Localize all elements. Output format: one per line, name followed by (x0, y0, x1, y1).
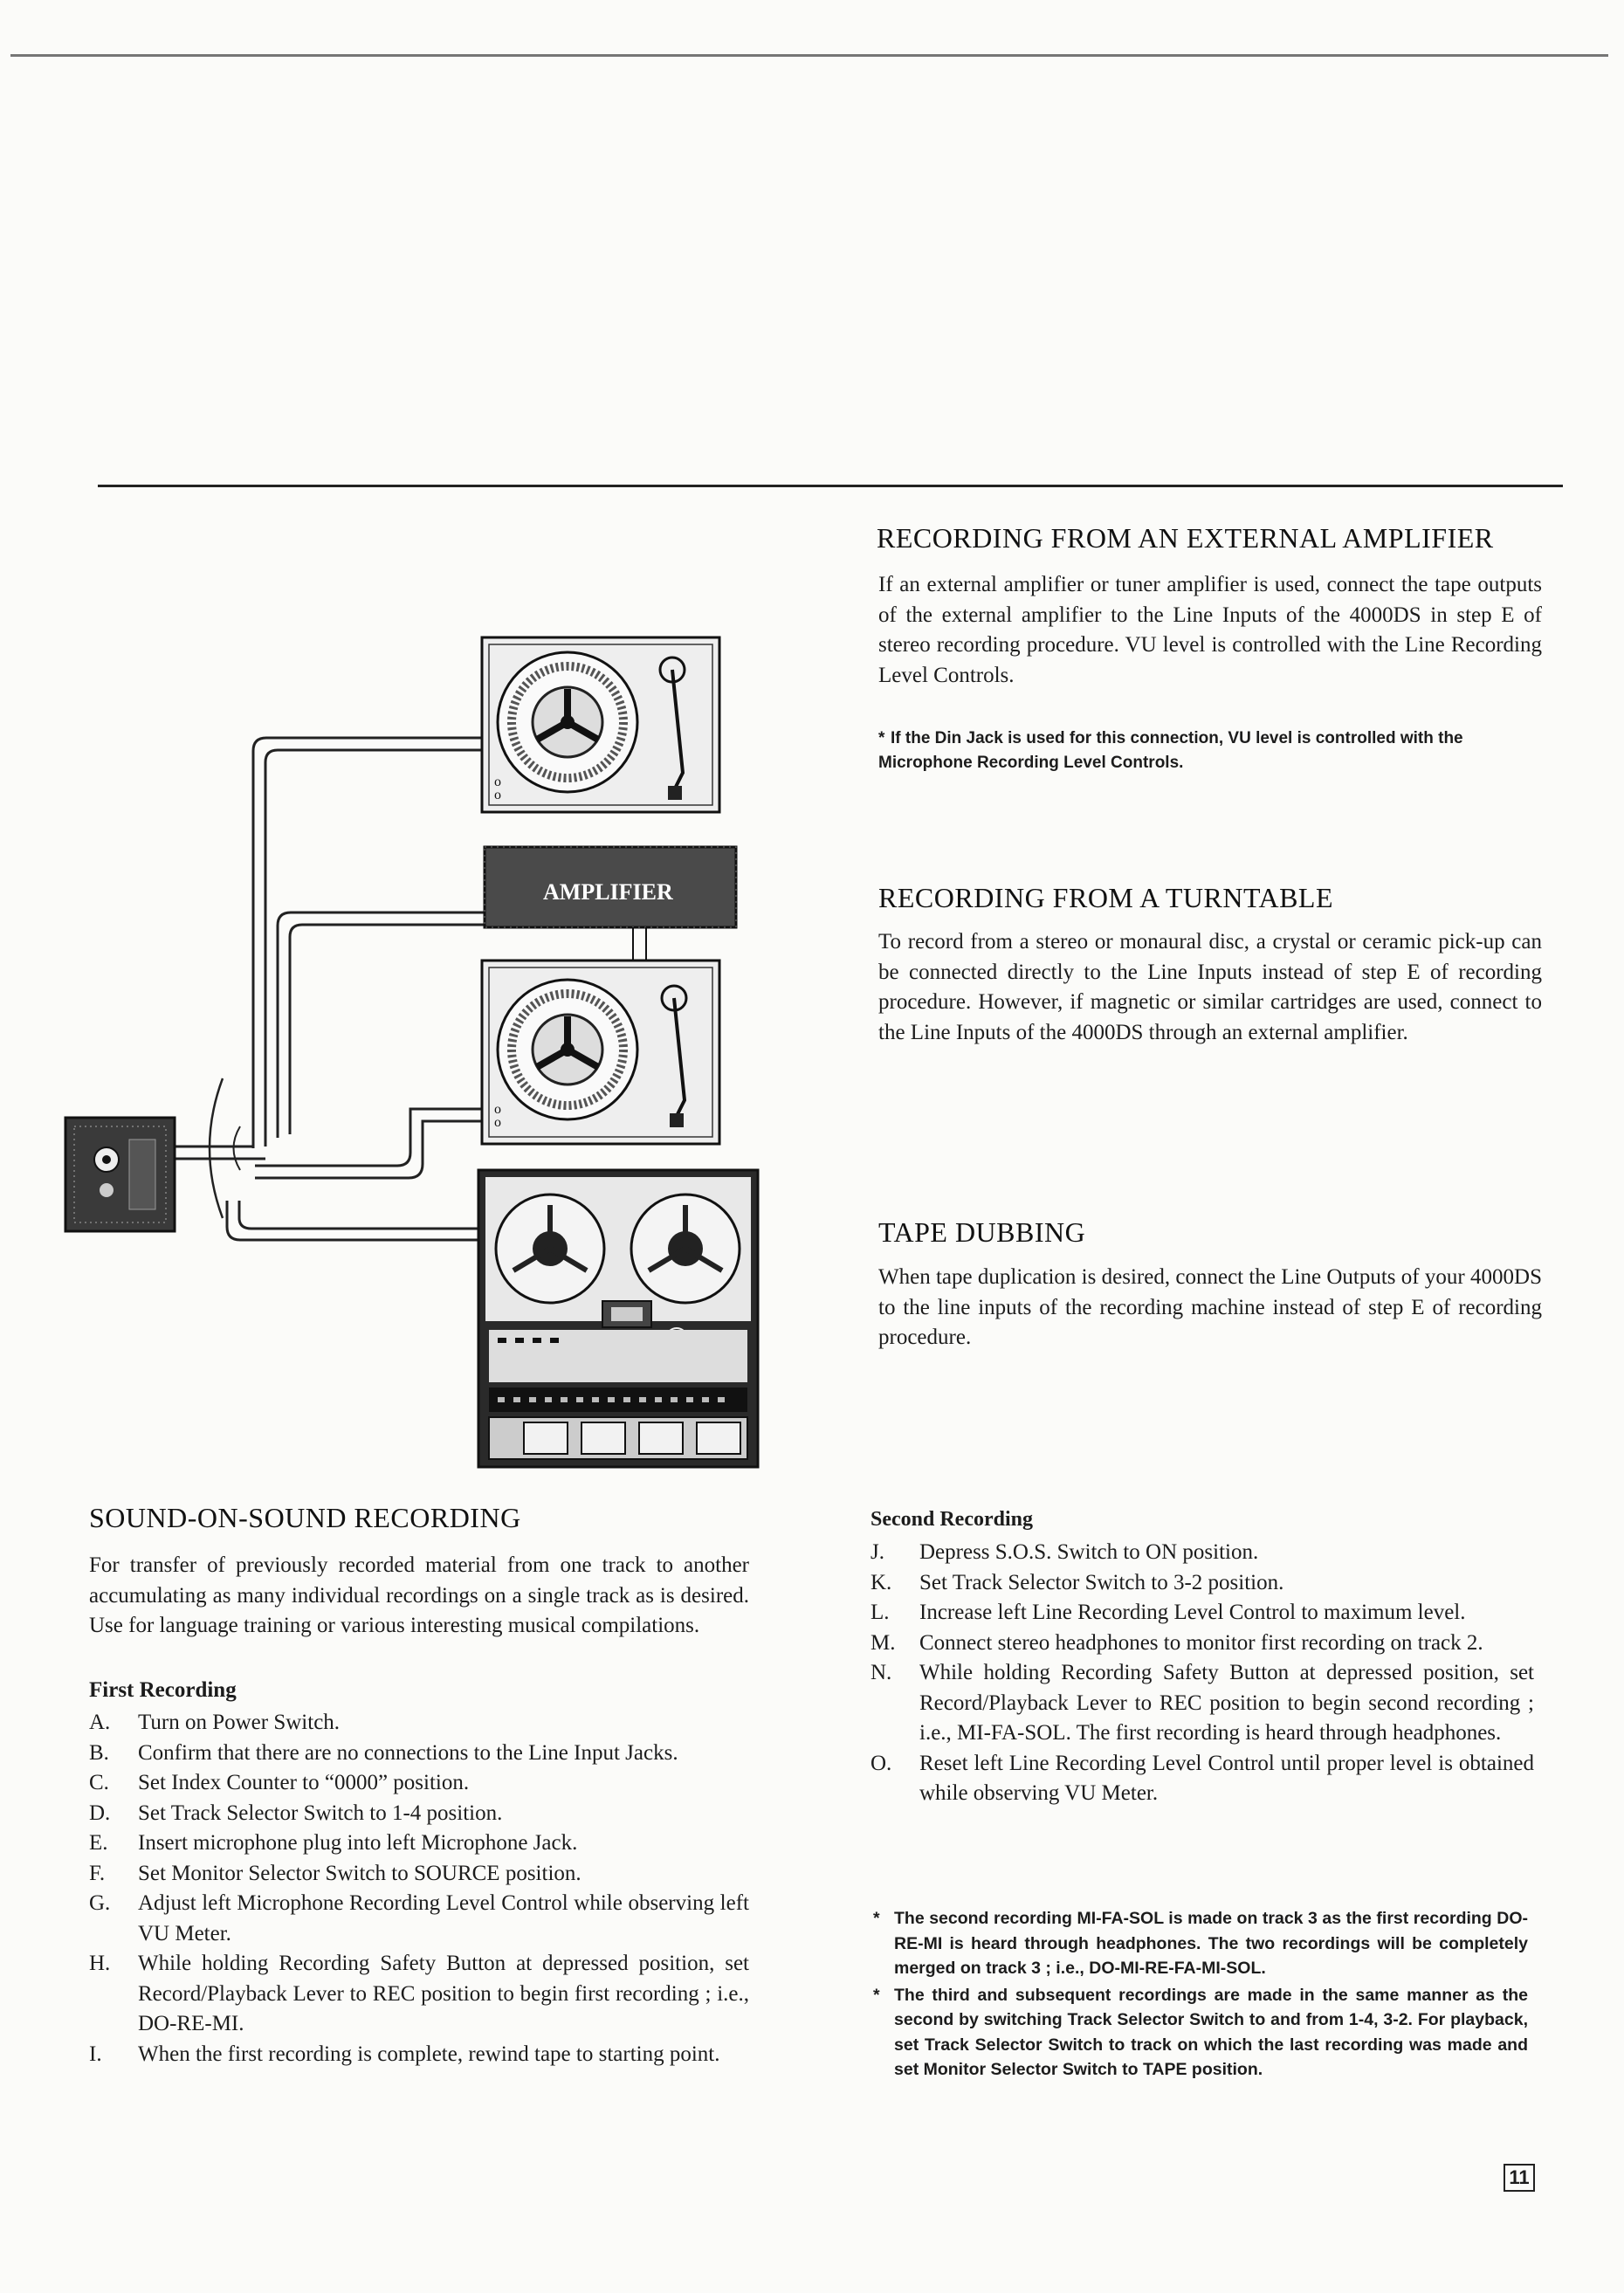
sos-heading: SOUND-ON-SOUND RECORDING (89, 1502, 521, 1533)
step-item (870, 1538, 1534, 1568)
step-item (89, 1768, 749, 1799)
svg-text:o: o (494, 788, 501, 802)
step-letter: N. (870, 1661, 892, 1684)
step-item (89, 1859, 749, 1890)
step-item (870, 1658, 1534, 1749)
footnote-bullet: * (873, 1985, 880, 2005)
step-item (89, 1828, 749, 1859)
step-text: Confirm that there are no connections to the Line Input Jacks. (138, 1740, 678, 1765)
step-text: Set Track Selector Switch to 1-4 position. (138, 1801, 503, 1825)
external-amplifier-body: If an external amplifier or tuner amplifier is used, connect the tape outputs of the external amplifier to the Line Inputs of the 4000DS in step E of stereo recording procedure. VU level is controlled with the Line Recording Level Controls. (878, 573, 1542, 687)
step-text: Set Monitor Selector Switch to SOURCE position. (138, 1861, 581, 1885)
step-item (89, 1799, 749, 1829)
sos-intro: For transfer of previously recorded material from one track to another accumulating as many individual recordings on a single track as is desired. Use for language training or various interesting musical compilations. (89, 1553, 749, 1637)
footnote-bullet: * (873, 1909, 880, 1928)
page-number: 11 (1504, 2164, 1535, 2192)
turntable-bottom (482, 961, 719, 1144)
step-item (89, 1708, 749, 1739)
dubbing-body: When tape duplication is desired, connect the Line Outputs of your 4000DS to the line inputs of the recording machine instead of step E of recording procedure. (878, 1265, 1542, 1349)
step-letter: A. (89, 1711, 111, 1734)
step-item (870, 1598, 1534, 1629)
svg-text:o: o (494, 1115, 501, 1130)
step-text: Connect stereo headphones to monitor first recording on track 2. (919, 1630, 1483, 1655)
second-recording-title: Second Recording (870, 1508, 1033, 1531)
step-letter: E. (89, 1831, 108, 1855)
svg-text:o: o (494, 775, 501, 789)
top-scan-edge (10, 54, 1608, 57)
footnote-text: The second recording MI-FA-SOL is made on track 3 as the first recording DO-RE-MI is heard through headphones. The two recordings will be completely merged on track 3 ; i.e., DO-MI-RE-FA-MI-SOL. (894, 1909, 1528, 1978)
step-item (870, 1749, 1534, 1809)
connection-diagram (52, 624, 768, 1480)
turntable-top (482, 637, 719, 812)
step-item (89, 1739, 749, 1769)
step-letter: G. (89, 1891, 111, 1915)
step-text: Turn on Power Switch. (138, 1711, 341, 1734)
step-text: Increase left Line Recording Level Control to maximum level. (919, 1601, 1466, 1624)
step-letter: B. (89, 1740, 109, 1765)
step-text: While holding Recording Safety Button at depressed position, set Record/Playback Lever to REC position to begin first recording ; i.e., DO-RE-MI. (138, 1952, 749, 2035)
step-text: Set Index Counter to “0000” position. (138, 1771, 470, 1794)
first-recording-title: First Recording (89, 1678, 237, 1702)
step-item (89, 1889, 749, 1949)
amplifier-label: AMPLIFIER (543, 879, 673, 905)
step-text: Set Track Selector Switch to 3-2 position. (919, 1570, 1284, 1594)
footnote (873, 1906, 1528, 1981)
section-divider (98, 485, 1563, 487)
amplifier-unit (485, 847, 736, 961)
svg-text:o: o (494, 1102, 501, 1117)
external-amplifier-note-text: If the Din Jack is used for this connection, VU level is controlled with the Microphone Recording Level Controls. (878, 729, 1463, 772)
step-letter: K. (870, 1570, 892, 1594)
external-amplifier-note: * If the Din Jack is used for this connection, VU level is controlled with the Microphone Recording Level Controls. (878, 729, 1463, 772)
step-text: While holding Recording Safety Button at depressed position, set Record/Playback Lever to REC position to begin second recording ; i.e., MI-FA-SOL. The first recording is heard through headphones. (919, 1661, 1534, 1745)
step-text: When the first recording is complete, rewind tape to starting point. (138, 2042, 720, 2066)
step-letter: D. (89, 1801, 111, 1825)
step-text: Depress S.O.S. Switch to ON position. (919, 1540, 1259, 1564)
second-recording-steps (870, 1538, 1534, 1809)
turntable-body: To record from a stereo or monaural disc, a crystal or ceramic pick-up can be connected directly to the Line Inputs instead of step E of recording procedure. However, if magnetic or similar cartridges are used, connect to the Line Inputs of the 4000DS through an external amplifier. (878, 930, 1542, 1044)
step-text: Insert microphone plug into left Microphone Jack. (138, 1831, 578, 1855)
step-letter: F. (89, 1861, 106, 1885)
step-text: Adjust left Microphone Recording Level Control while observing left VU Meter. (138, 1891, 749, 1945)
external-amplifier-heading: RECORDING FROM AN EXTERNAL AMPLIFIER (877, 522, 1494, 554)
first-recording-steps (89, 1708, 749, 2069)
dubbing-heading: TAPE DUBBING (878, 1216, 1086, 1248)
step-item (870, 1629, 1534, 1659)
step-letter: H. (89, 1952, 111, 1975)
step-item (870, 1568, 1534, 1599)
turntable-heading: RECORDING FROM A TURNTABLE (878, 882, 1334, 913)
step-letter: J. (870, 1540, 884, 1564)
step-item (89, 1949, 749, 2040)
step-letter: M. (870, 1630, 896, 1655)
tape-deck (478, 1170, 758, 1467)
sos-footnotes (873, 1906, 1528, 2084)
step-letter: O. (870, 1751, 892, 1775)
footnote-text: The third and subsequent recordings are made in the same manner as the second by switching Track Selector Switch to and from 1-4, 3-2. For playback, set Track Selector Switch to track on which the last recording was made and set Monitor Selector Switch to TAPE position. (894, 1985, 1528, 2079)
step-letter: C. (89, 1771, 109, 1794)
step-letter: I. (89, 2042, 102, 2066)
footnote (873, 1983, 1528, 2083)
step-text: Reset left Line Recording Level Control until proper level is obtained while observing VU Meter. (919, 1751, 1534, 1805)
jack-panel (65, 1118, 175, 1231)
step-letter: L. (870, 1601, 890, 1624)
step-item (89, 2040, 749, 2070)
